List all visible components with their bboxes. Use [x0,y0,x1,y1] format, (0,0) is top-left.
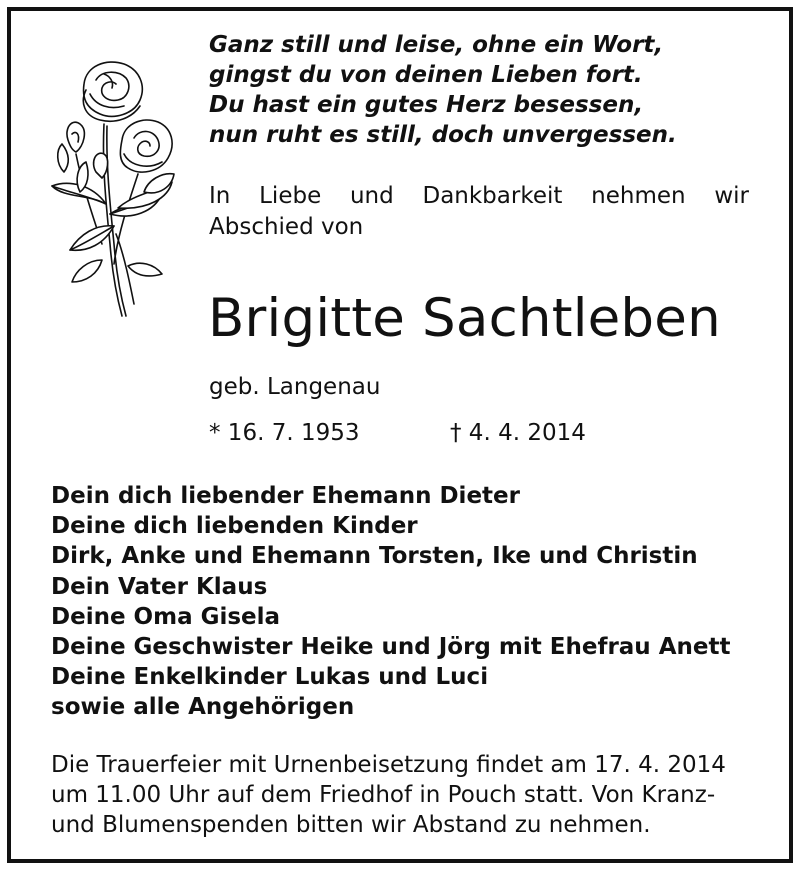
mourner-line: Deine Oma Gisela [51,603,281,630]
poem-line: nun ruht es still, doch unvergessen. [209,122,677,148]
birth-date: * 16. 7. 1953 [209,420,360,446]
mourner-line: Dein Vater Klaus [51,573,268,600]
notice-line: um 11.00 Uhr auf dem Friedhof in Pouch statt. Von Kranz- [51,782,716,808]
poem-line: gingst du von deinen Lieben fort. [209,62,643,88]
death-date: † 4. 4. 2014 [450,420,586,446]
intro-line: Abschied von [209,214,364,240]
poem-line: Ganz still und leise, ohne ein Wort, [209,32,664,58]
mourner-line: Deine dich liebenden Kinder [51,513,418,540]
notice-line: und Blumenspenden bitten wir Abstand zu nehmen. [51,812,651,838]
mourners-list [51,481,771,723]
rose-illustration-icon [44,54,182,322]
mourner-line: Deine Enkelkinder Lukas und Luci [51,664,489,691]
mourner-line: Deine Geschwister Heike und Jörg mit Ehefrau Anett [51,634,731,661]
poem [209,30,769,150]
mourner-line: Dirk, Anke und Ehemann Torsten, Ike und Christin [51,543,698,570]
intro-text [209,181,749,243]
maiden-name: geb. Langenau [209,374,381,400]
deceased-name: Brigitte Sachtleben [208,288,721,349]
intro-line: In Liebe und Dankbarkeit nehmen wir [209,183,749,209]
funeral-notice [51,750,751,840]
mourner-line: Dein dich liebender Ehemann Dieter [51,483,520,509]
notice-line: Die Trauerfeier mit Urnenbeisetzung findet am 17. 4. 2014 [51,752,726,778]
mourner-line: sowie alle Angehörigen [51,694,355,721]
poem-line: Du hast ein gutes Herz besessen, [209,92,644,118]
